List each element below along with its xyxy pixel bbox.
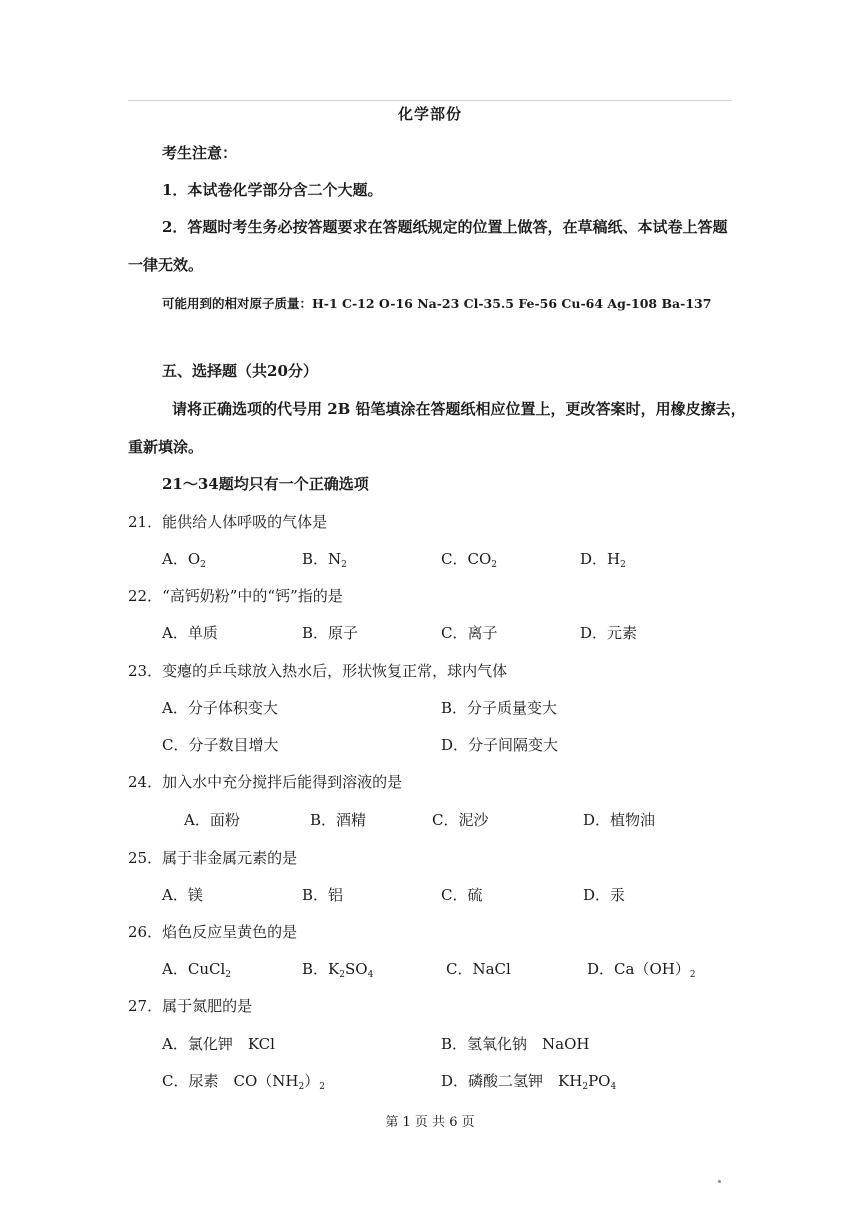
option-text-tail: SO — [344, 960, 368, 978]
option-23-c — [162, 735, 279, 755]
option-letter: D． — [441, 1072, 469, 1090]
question-21 — [128, 512, 327, 532]
question-23 — [128, 661, 507, 681]
option-letter: B． — [302, 960, 329, 978]
option-letter: A． — [162, 699, 188, 717]
option-letter: D． — [583, 811, 611, 829]
option-text: N — [328, 550, 342, 568]
option-text: 分子体积变大 — [187, 699, 278, 717]
subscript: 2 — [689, 970, 696, 980]
option-letter: A． — [162, 1035, 188, 1053]
option-text: H — [607, 550, 621, 568]
question-number: 23． — [128, 662, 163, 680]
subscript: 2 — [491, 560, 497, 570]
option-text: 氢氧化钠 NaOH — [467, 1035, 590, 1053]
atomic-mass-line — [162, 293, 711, 314]
option-23-b — [441, 698, 557, 718]
subscript: 2 — [341, 560, 347, 570]
option-letter: B． — [302, 550, 329, 568]
option-text: 泥沙 — [458, 811, 489, 829]
scan-speck — [718, 1180, 721, 1183]
option-text: 分子间隔变大 — [468, 736, 559, 754]
option-letter: C． — [446, 960, 473, 978]
subscript: 2 — [298, 1082, 305, 1092]
option-letter: A． — [184, 811, 210, 829]
option-letter: B． — [441, 1035, 468, 1053]
option-text: 铝 — [328, 886, 344, 904]
notice-item-2-line-1: 2．答题时考生务必按答题要求在答题纸规定的位置上做答，在草稿纸、本试卷上答题 — [162, 218, 728, 236]
subscript: 4 — [367, 970, 374, 980]
option-21-b — [302, 549, 347, 569]
section-heading: 五、选择题（共20分） — [162, 362, 318, 380]
option-text: CuCl — [187, 960, 226, 978]
header-rule — [128, 100, 732, 101]
option-27-d — [441, 1071, 616, 1091]
option-22-c — [441, 623, 498, 643]
option-21-d — [580, 549, 626, 569]
option-24-b — [310, 810, 366, 830]
section-subheading: 21～34题均只有一个正确选项 — [162, 475, 369, 493]
option-letter: C． — [441, 886, 468, 904]
option-text: 原子 — [328, 624, 359, 642]
option-25-c — [441, 885, 483, 905]
option-text: 酒精 — [336, 811, 367, 829]
section-instruction-line-2: 重新填涂。 — [128, 438, 204, 456]
option-text: 氯化钾 KCl — [187, 1035, 275, 1053]
option-letter: C． — [162, 1072, 189, 1090]
subscript: 2 — [582, 1082, 589, 1092]
option-text: 分子数目增大 — [188, 736, 279, 754]
question-text: 焰色反应呈黄色的是 — [162, 923, 298, 941]
option-text: 植物油 — [610, 811, 656, 829]
option-letter: A． — [162, 624, 188, 642]
option-text: NaCl — [472, 960, 511, 978]
atomic-mass-text: 可能用到的相对原子质量：H-1 C-12 O-16 Na-23 Cl-35.5 Fe-56 Cu-64 Ag-108 Ba-137 — [162, 296, 712, 311]
option-text: 面粉 — [209, 811, 240, 829]
section-title: 化学部份 — [397, 105, 462, 123]
option-25-b — [302, 885, 343, 905]
section-instruction-line-1: 请将正确选项的代号用 2B 铅笔填涂在答题纸相应位置上，更改答案时，用橡皮擦去， — [172, 400, 746, 418]
notice-item-1: 1．本试卷化学部分含二个大题。 — [162, 181, 383, 199]
option-text: 磷酸二氢钾 KH — [468, 1072, 583, 1090]
option-23-a — [162, 698, 278, 718]
option-26-c — [446, 959, 511, 979]
option-27-c — [162, 1071, 325, 1091]
option-letter: A． — [162, 960, 188, 978]
notice-item-2-line-2: 一律无效。 — [128, 256, 204, 274]
option-25-d — [583, 885, 625, 905]
question-number: 27． — [128, 997, 163, 1015]
question-26 — [128, 922, 297, 942]
option-text: O — [187, 550, 201, 568]
option-letter: B． — [302, 886, 329, 904]
option-22-a — [162, 623, 218, 643]
option-text: K — [328, 960, 340, 978]
option-letter: C． — [441, 624, 468, 642]
option-text: 尿素 CO（NH — [188, 1072, 299, 1090]
option-letter: C． — [162, 736, 189, 754]
subscript: 2 — [200, 560, 206, 570]
subscript: 4 — [610, 1082, 617, 1092]
question-number: 25． — [128, 849, 163, 867]
option-text-tail: PO — [588, 1072, 611, 1090]
option-letter: A． — [162, 550, 188, 568]
option-text: 汞 — [610, 886, 626, 904]
option-24-a — [184, 810, 240, 830]
subscript: 2 — [319, 1082, 325, 1092]
question-22 — [128, 586, 343, 606]
option-21-a — [162, 549, 206, 569]
option-letter: D． — [580, 624, 608, 642]
option-text-tail: ） — [304, 1072, 320, 1090]
subscript: 2 — [339, 970, 345, 980]
question-text: 变瘪的乒乓球放入热水后，形状恢复正常，球内气体 — [162, 662, 508, 680]
option-25-a — [162, 885, 203, 905]
option-letter: C． — [432, 811, 459, 829]
question-24 — [128, 772, 402, 792]
subscript: 2 — [620, 560, 626, 570]
question-number: 22． — [128, 587, 163, 605]
option-27-b — [441, 1034, 589, 1054]
option-text: 元素 — [607, 624, 638, 642]
option-22-b — [302, 623, 358, 643]
question-text: 能供给人体呼吸的气体是 — [162, 513, 328, 531]
question-text: 属于氮肥的是 — [162, 997, 253, 1015]
option-letter: B． — [310, 811, 337, 829]
option-text: 离子 — [467, 624, 498, 642]
option-22-d — [580, 623, 637, 643]
option-24-d — [583, 810, 655, 830]
option-27-a — [162, 1034, 275, 1054]
option-text: 单质 — [187, 624, 218, 642]
subscript: 2 — [225, 970, 231, 980]
question-number: 24． — [128, 773, 163, 791]
option-text: 分子质量变大 — [467, 699, 558, 717]
option-21-c — [441, 549, 497, 569]
option-letter: D． — [441, 736, 469, 754]
option-letter: D． — [580, 550, 608, 568]
option-text: 硫 — [467, 886, 483, 904]
option-letter: B． — [302, 624, 329, 642]
option-letter: D． — [587, 960, 615, 978]
option-26-a — [162, 959, 231, 979]
notice-heading: 考生注意： — [162, 144, 238, 162]
option-letter: A． — [162, 886, 188, 904]
question-text: 属于非金属元素的是 — [162, 849, 298, 867]
option-text: 镁 — [187, 886, 203, 904]
option-26-b — [302, 959, 373, 979]
question-25 — [128, 848, 297, 868]
option-letter: B． — [441, 699, 468, 717]
option-text: Ca（OH） — [614, 960, 690, 978]
page-footer: 第 1 页 共 6 页 — [385, 1115, 475, 1130]
option-24-c — [432, 810, 489, 830]
question-27 — [128, 996, 252, 1016]
option-26-d — [587, 959, 696, 979]
question-number: 26． — [128, 923, 163, 941]
option-letter: C． — [441, 550, 468, 568]
question-text: “高钙奶粉”中的“钙”指的是 — [162, 587, 343, 605]
option-23-d — [441, 735, 558, 755]
option-letter: D． — [583, 886, 611, 904]
option-text: CO — [467, 550, 492, 568]
question-number: 21． — [128, 513, 163, 531]
question-text: 加入水中充分搅拌后能得到溶液的是 — [162, 773, 403, 791]
